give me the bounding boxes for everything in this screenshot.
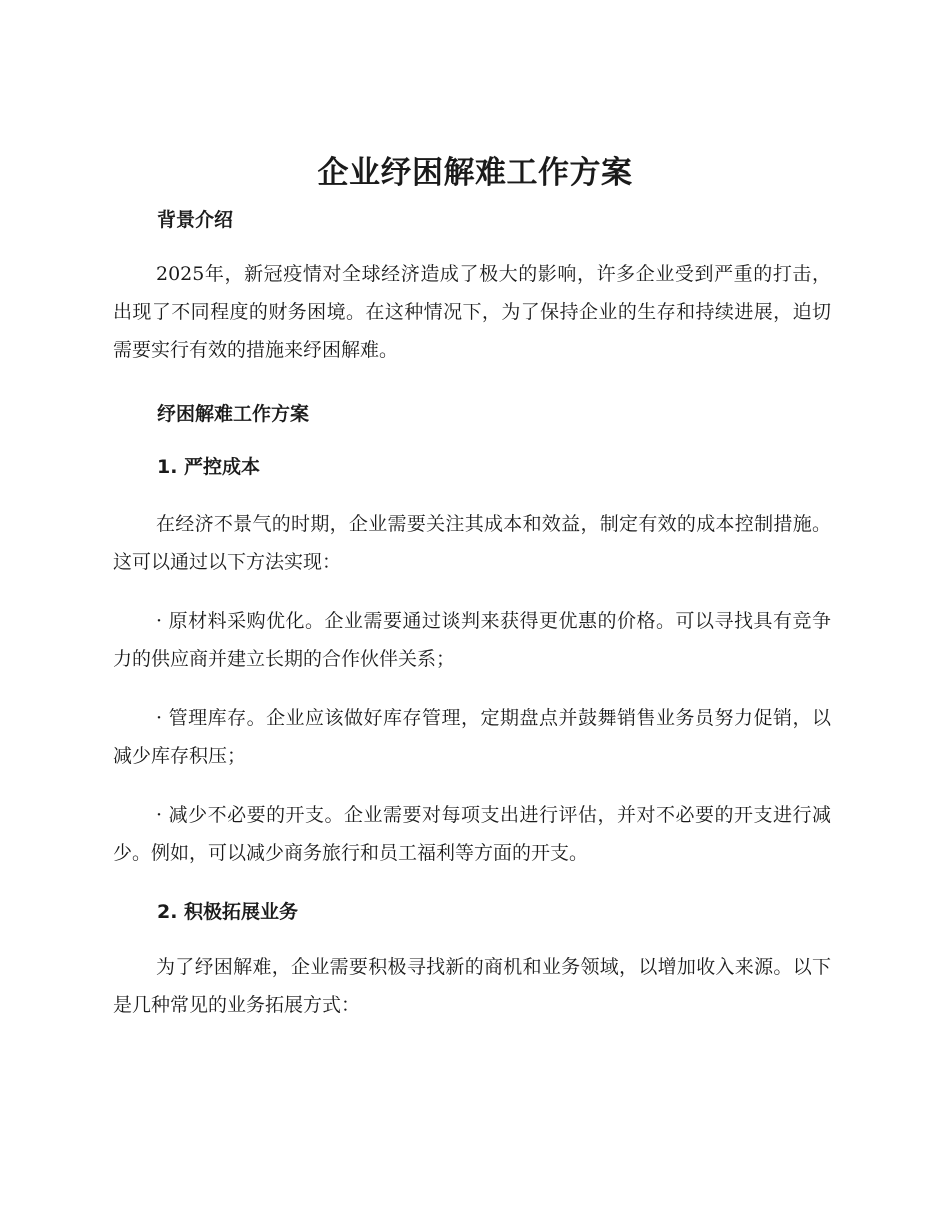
item2-heading: 2. 积极拓展业务: [157, 901, 299, 923]
item1-bullet-purchasing: · 原材料采购优化。企业需要通过谈判来获得更优惠的价格。可以寻找具有竞争力的供应商并建立长期的合作伙伴关系；: [113, 610, 831, 670]
document-title: 企业纾困解难工作方案: [317, 155, 633, 191]
item1-bullet-expenses: · 减少不必要的开支。企业需要对每项支出进行评估，并对不必要的开支进行减少。例如，可以减少商务旅行和员工福利等方面的开支。: [113, 804, 831, 864]
plan-heading: 纾困解难工作方案: [157, 403, 310, 425]
item2-intro-paragraph: 为了纾困解难，企业需要积极寻找新的商机和业务领域，以增加收入来源。以下是几种常见的业务拓展方式：: [113, 956, 831, 1016]
background-paragraph: 2025年，新冠疫情对全球经济造成了极大的影响，许多企业受到严重的打击，出现了不同程度的财务困境。在这种情况下，为了保持企业的生存和持续进展，迫切需要实行有效的措施来纾困解难。: [113, 263, 831, 361]
item1-heading: 1. 严控成本: [157, 456, 261, 478]
item1-intro-paragraph: 在经济不景气的时期，企业需要关注其成本和效益，制定有效的成本控制措施。这可以通过以下方法实现：: [113, 513, 831, 573]
background-heading: 背景介绍: [157, 209, 234, 231]
item1-bullet-inventory: · 管理库存。企业应该做好库存管理，定期盘点并鼓舞销售业务员努力促销，以减少库存积压；: [113, 707, 831, 767]
